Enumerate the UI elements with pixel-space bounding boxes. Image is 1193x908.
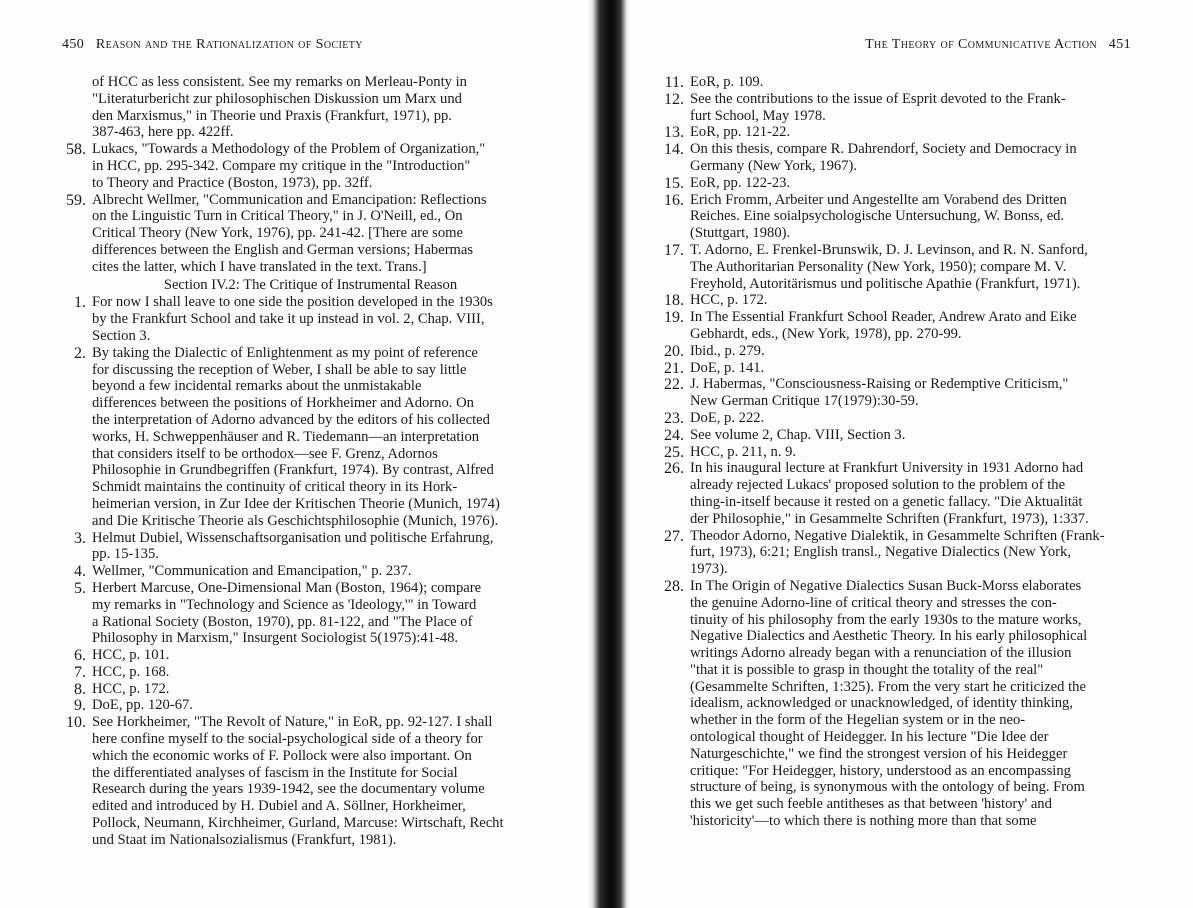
footnote [660, 460, 1130, 527]
footnote-line: differences between the English and German versions; Habermas [92, 241, 474, 258]
footnote [660, 91, 1130, 125]
footnote-line: On this thesis, compare R. Dahrendorf, Society and Democracy in [690, 141, 1077, 158]
footnote-line: See volume 2, Chap. VIII, Section 3. [690, 426, 906, 443]
footnote-line: whether in the form of the Hegelian system or in the neo- [690, 712, 1026, 729]
footnote-line: DoE, p. 141. [690, 359, 765, 376]
footnote-line: on the Linguistic Turn in Critical Theory," in J. O'Neill, ed., On [92, 208, 463, 225]
footnote-line: Ibid., p. 279. [690, 342, 765, 359]
footnote-line: Lukacs, "Towards a Methodology of the Problem of Organization," [92, 141, 486, 158]
footnote-number: 19. [664, 309, 684, 327]
footnote-number: 17. [664, 241, 684, 259]
footnote-line: Critical Theory (New York, 1976), pp. 241-42. [There are some [92, 225, 463, 242]
footnote-line: here confine myself to the social-psychological side of a theory for [92, 731, 483, 748]
footnote-line: (Stuttgart, 1980). [690, 225, 791, 242]
footnote-line: EoR, p. 109. [690, 74, 764, 90]
left-page-number: 450 [62, 37, 85, 52]
footnote-number: 14. [664, 141, 684, 159]
footnote-number: 58. [66, 141, 86, 159]
footnote [62, 192, 529, 276]
footnote-line: Negative Dialectics and Aesthetic Theory. In his early philosophical [690, 628, 1088, 645]
footnote [62, 141, 529, 191]
footnote-number: 16. [664, 191, 684, 209]
footnote-line: The Authoritarian Personality (New York, 1950); compare M. V. [690, 258, 1067, 275]
left-running-title: Reason and the Rationalization of Society [95, 37, 363, 52]
footnote-number: 7. [74, 663, 86, 681]
footnote-line: In his inaugural lecture at Frankfurt University in 1931 Adorno had [690, 460, 1084, 477]
footnote-line: DoE, p. 222. [690, 409, 765, 426]
right-notes-column [660, 74, 1130, 830]
footnote-number: 59. [66, 191, 86, 209]
footnote-line: Herbert Marcuse, One-Dimensional Man (Boston, 1964); compare [92, 579, 482, 596]
footnote-line: HCC, p. 211, n. 9. [690, 443, 797, 460]
footnote-number: 27. [664, 527, 684, 545]
footnote-number: 20. [664, 342, 684, 360]
footnote-number: 22. [664, 376, 684, 394]
footnote-line: Schmidt maintains the continuity of critical theory in its Hork- [92, 479, 458, 496]
continued-note-line: 387-463, here pp. 422ff. [92, 124, 234, 141]
footnote-line: Wellmer, "Communication and Emancipation," p. 237. [92, 563, 412, 580]
continued-note-line: den Marxismus," in Theorie und Praxis (Frankfurt, 1971), pp. [92, 107, 452, 124]
footnote-number: 6. [74, 647, 86, 665]
footnote-line: J. Habermas, "Consciousness-Raising or Redemptive Criticism," [690, 376, 1069, 393]
footnote-number: 15. [664, 174, 684, 192]
footnote-number: 12. [664, 90, 684, 108]
footnote-line: New German Critique 17(1979):30-59. [690, 393, 919, 410]
footnote [660, 124, 1130, 141]
footnote-line: a Rational Society (Boston, 1970), pp. 81-122, and "The Place of [92, 613, 473, 630]
footnote-line: HCC, p. 168. [92, 663, 170, 680]
footnote-line: Germany (New York, 1967). [690, 157, 857, 174]
footnote-line: the genuine Adorno-line of critical theory and stresses the con- [690, 594, 1057, 611]
footnote-line: EoR, pp. 121-22. [690, 124, 791, 141]
footnote-line: See Horkheimer, "The Revolt of Nature," in EoR, pp. 92-127. I shall [92, 714, 493, 731]
footnote-line: the differentiated analyses of fascism in the Institute for Social [92, 764, 458, 781]
footnote-number: 26. [664, 460, 684, 478]
footnote-line: Theodor Adorno, Negative Dialektik, in Gesammelte Schriften (Frank- [690, 527, 1105, 544]
footnote-line: Helmut Dubiel, Wissenschaftsorganisation und politische Erfahrung, [92, 529, 494, 546]
footnote-line: thing-in-itself because it rested on a genetic fallacy. "Die Aktualität [690, 493, 1083, 510]
footnote-line: T. Adorno, E. Frenkel-Brunswik, D. J. Levinson, and R. N. Sanford, [690, 241, 1088, 258]
footnote-line: that considers itself to be orthodox—see F. Grenz, Adornos [92, 445, 438, 462]
footnote-line: differences between the positions of Horkheimer and Adorno. On [92, 395, 474, 412]
footnote-line: EoR, pp. 122-23. [690, 174, 791, 191]
section-heading: Section IV.2: The Critique of Instrumental Reason [163, 276, 458, 293]
footnote-line: tinuity of his philosophy from the early 1930s to the mature works, [690, 611, 1082, 628]
footnote-number: 1. [74, 294, 86, 312]
footnote [62, 294, 529, 344]
footnote [660, 444, 1130, 461]
footnote-line: writings Adorno already began with a renunciation of the illusion [690, 645, 1072, 662]
right-running-title: The Theory of Communicative Action [865, 37, 1098, 52]
footnote-line: edited and introduced by H. Dubiel and A. Söllner, Horkheimer, [92, 798, 466, 815]
footnote [62, 714, 529, 848]
continued-note-line: "Literaturbericht zur philosophischen Diskussion um Marx und [92, 90, 462, 107]
footnote [62, 647, 529, 664]
footnote-line: this we get such feeble antitheses as that between 'history' and [690, 796, 1052, 813]
footnote [62, 681, 529, 698]
footnote-line: Section 3. [92, 327, 151, 344]
right-page-number: 451 [1108, 37, 1131, 52]
footnote-line: Albrecht Wellmer, "Communication and Emancipation: Reflections [92, 191, 487, 208]
left-page [0, 0, 580, 908]
footnote-line: in HCC, pp. 295-342. Compare my critique in the "Introduction" [92, 157, 471, 174]
footnote-line: Naturgeschichte," we find the strongest version of his Heidegger [690, 745, 1068, 762]
footnote-number: 2. [74, 344, 86, 362]
footnote-line: Erich Fromm, Arbeiter und Angestellte am Vorabend des Dritten [690, 191, 1067, 208]
footnote-line: furt School, May 1978. [690, 107, 826, 124]
footnote-line: In The Essential Frankfurt School Reader, Andrew Arato and Eike [690, 309, 1077, 326]
footnote-line: Philosophie in Grundbegriffen (Frankfurt, 1974). By contrast, Alfred [92, 462, 494, 479]
footnote-number: 13. [664, 124, 684, 142]
footnote [62, 664, 529, 681]
footnote-line: my remarks in "Technology and Science as 'Ideology,'" in Toward [92, 596, 477, 613]
footnote-line: for discussing the reception of Weber, I shall be able to say little [92, 361, 467, 378]
footnote-line: HCC, p. 172. [92, 680, 170, 697]
footnote-line: Reiches. Eine soialpsychologische Untersuchung, W. Bonss, ed. [690, 208, 1065, 225]
footnote [660, 427, 1130, 444]
footnote-line: und Staat im Nationalsozialismus (Frankfurt, 1981). [92, 831, 397, 848]
footnote-line: by the Frankfurt School and take it up instead in vol. 2, Chap. VIII, [92, 311, 485, 328]
footnote-line: the interpretation of Adorno advanced by the editors of his collected [92, 411, 490, 428]
footnote-line: DoE, pp. 120-67. [92, 697, 193, 714]
footnote-number: 8. [74, 680, 86, 698]
footnote [660, 192, 1130, 242]
footnote-line: which the economic works of F. Pollock were also important. On [92, 747, 472, 764]
footnote-number: 11. [664, 74, 684, 91]
footnote-line: already rejected Lukacs' proposed solution to the problem of the [690, 477, 1066, 494]
footnote-number: 23. [664, 409, 684, 427]
footnote-number: 24. [664, 426, 684, 444]
footnote-line: works, H. Schweppenhäuser and R. Tiedemann—an interpretation [92, 428, 480, 445]
footnote-number: 9. [74, 697, 86, 715]
footnote-line: structure of being, is synonymous with the ontology of being. From [690, 779, 1085, 796]
footnote-line: See the contributions to the issue of Esprit devoted to the Frank- [690, 90, 1066, 107]
footnote [62, 580, 529, 647]
footnote-number: 5. [74, 579, 86, 597]
footnote-line: Freyhold, Autoritärismus und politische Apathie (Frankfurt, 1971). [690, 275, 1081, 292]
footnote-number: 10. [66, 714, 86, 732]
left-page-header [62, 37, 363, 53]
footnote-line: der Philosophie," in Gesammelte Schriften (Frankfurt, 1973), 1:337. [690, 510, 1089, 527]
footnote [660, 309, 1130, 343]
footnote-line: pp. 15-135. [92, 546, 159, 563]
footnote-line: critique: "For Heidegger, history, understood as an encompassing [690, 762, 1071, 779]
footnote-number: 28. [664, 577, 684, 595]
footnote-line: 'historicity'—to which there is nothing more than that some [690, 813, 1037, 830]
footnote-line: Research during the years 1939-1942, see the documentary volume [92, 781, 485, 798]
footnote [62, 530, 529, 564]
footnote [660, 343, 1130, 360]
footnote-line: cites the latter, which I have translated in the text. Trans.] [92, 258, 427, 275]
footnote-line: and Die Kritische Theorie als Geschichtsphilosophie (Munich, 1976). [92, 512, 499, 529]
footnote-line: In The Origin of Negative Dialectics Susan Buck-Morss elaborates [690, 577, 1082, 594]
footnote [660, 292, 1130, 309]
footnote-line: beyond a few incidental remarks about the unmistakable [92, 378, 422, 395]
footnote-line: furt, 1973), 6:21; English transl., Negative Dialectics (New York, [690, 544, 1071, 561]
footnote-line: By taking the Dialectic of Enlightenment as my point of reference [92, 344, 478, 361]
footnote [62, 697, 529, 714]
footnote-number: 4. [74, 563, 86, 581]
footnote-line: HCC, p. 101. [92, 647, 170, 664]
footnote-line: idealism, acknowledged or unacknowledged, of identity thinking, [690, 695, 1073, 712]
left-notes-column [62, 74, 529, 849]
footnote-line: (Gesammelte Schriften, 1:325). From the very start he criticized the [690, 678, 1086, 695]
footnote-line: 1973). [690, 561, 728, 578]
footnote [62, 345, 529, 530]
continued-note-line: of HCC as less consistent. See my remarks on Merleau-Ponty in [92, 74, 467, 90]
footnote [660, 242, 1130, 292]
footnote [660, 528, 1130, 578]
footnote-line: Gebhardt, eds., (New York, 1978), pp. 270-99. [690, 325, 962, 342]
footnote-line: Pollock, Neumann, Kirchheimer, Gurland, Marcuse: Wirtschaft, Recht [92, 815, 504, 832]
footnote-line: For now I shall leave to one side the position developed in the 1930s [92, 294, 493, 311]
right-page-header [865, 37, 1131, 53]
footnote [62, 563, 529, 580]
footnote-line: "that it is possible to grasp in thought the totality of the real" [690, 661, 1044, 678]
footnote [660, 410, 1130, 427]
footnote-number: 18. [664, 292, 684, 310]
footnote-line: HCC, p. 172. [690, 292, 768, 309]
footnote-number: 25. [664, 443, 684, 461]
footnote [660, 74, 1130, 91]
footnote-line: to Theory and Practice (Boston, 1973), pp. 32ff. [92, 174, 373, 191]
footnote-number: 3. [74, 529, 86, 547]
footnote [660, 578, 1130, 830]
footnote-line: heimerian version, in Zur Idee der Kritischen Theorie (Munich, 1974) [92, 495, 500, 512]
right-page [630, 0, 1193, 908]
footnote-number: 21. [664, 359, 684, 377]
footnote [660, 141, 1130, 175]
book-gutter [588, 0, 630, 908]
footnote [660, 175, 1130, 192]
footnote [660, 360, 1130, 377]
footnote-line: Philosophy in Marxism," Insurgent Sociologist 5(1975):41-48. [92, 630, 459, 647]
footnote [660, 376, 1130, 410]
footnote-line: ontological thought of Heidegger. In his lecture "Die Idee der [690, 729, 1049, 746]
